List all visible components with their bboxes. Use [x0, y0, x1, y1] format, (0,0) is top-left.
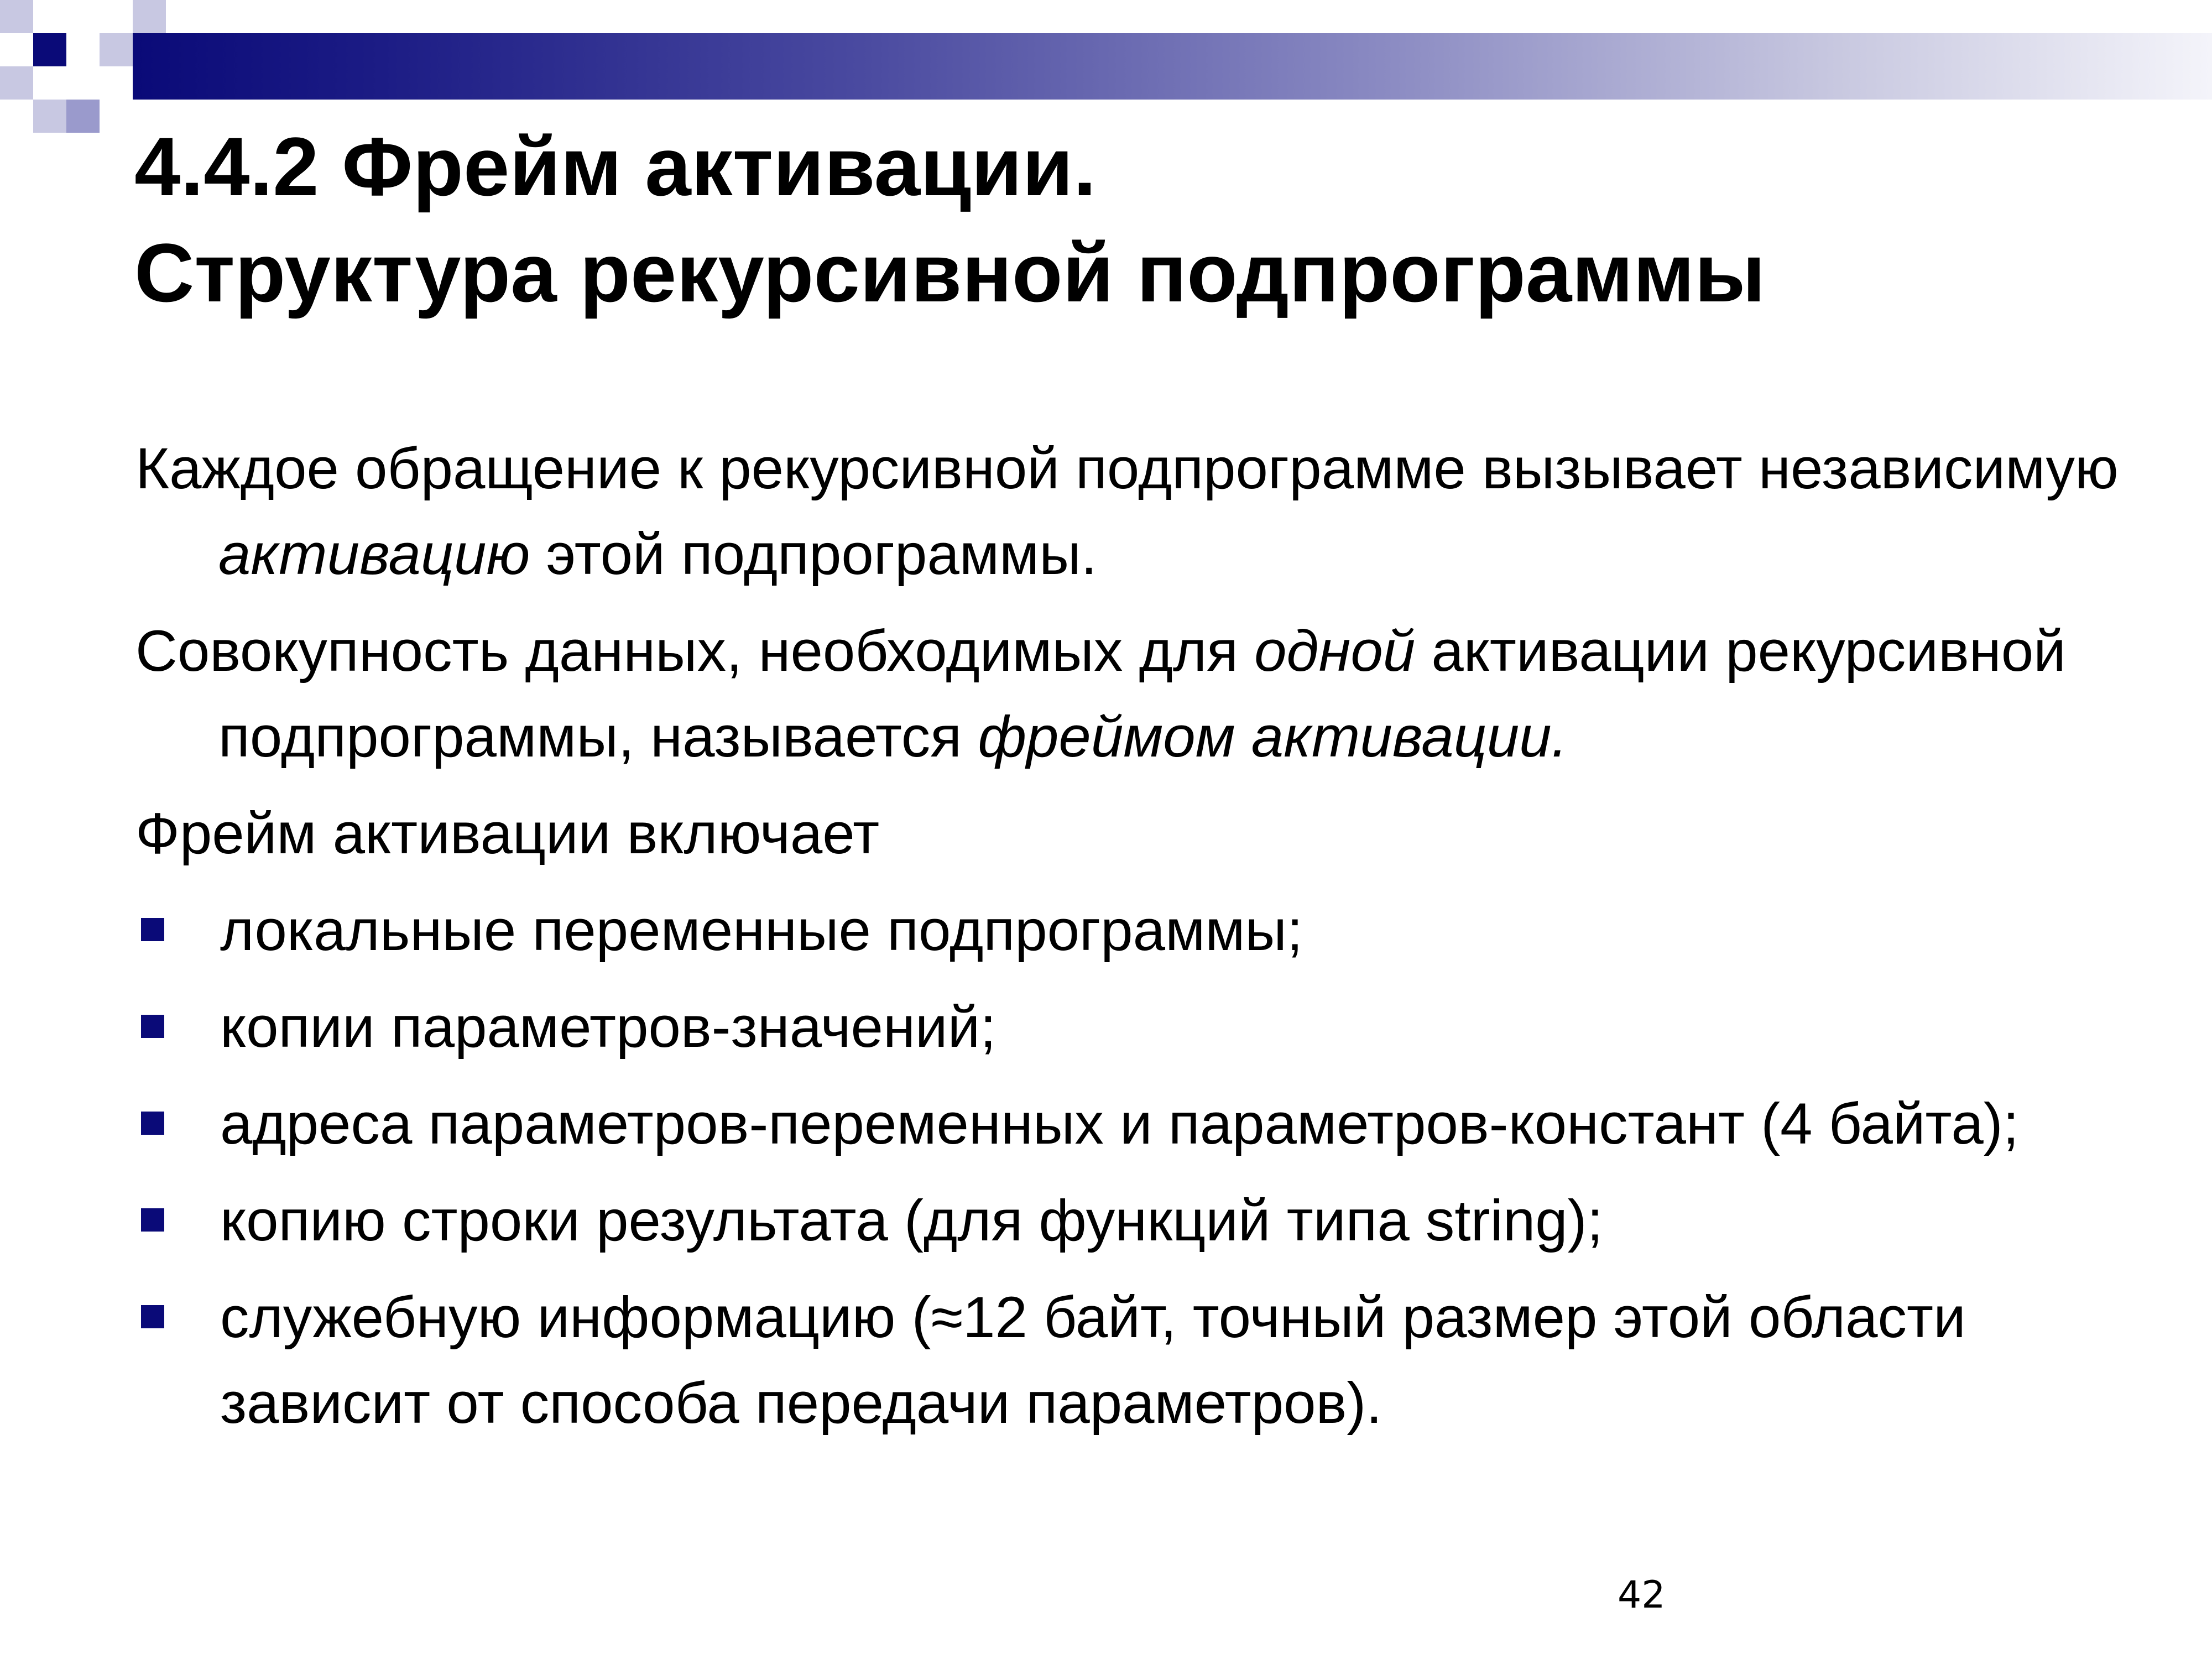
paragraph-emphasis: одной [1254, 619, 1416, 684]
slide-title-line2: Структура рекурсивной подпрограммы [134, 226, 1766, 319]
header-gradient-band [133, 33, 2212, 100]
slide-title [134, 113, 1765, 326]
paragraph-text: Совокупность данных, необходимых для [135, 619, 1255, 684]
list-item-text: копию строки результата (для функций типа string); [220, 1188, 1603, 1253]
paragraph-text: активации рекурсивной подпрограммы, называется [218, 619, 2066, 769]
list-item-text: адреса параметров-переменных и параметров-констант (4 байта); [220, 1092, 2019, 1156]
decor-square [0, 66, 33, 100]
decor-square [0, 0, 33, 33]
list-item-text: служебную информацию (≈12 байт, точный размер этой области зависит от способа передачи параметров). [220, 1285, 1966, 1436]
page-number: 42 [1618, 1573, 1666, 1617]
decor-square [100, 33, 133, 66]
list-item-text: копии параметров-значений; [220, 995, 997, 1060]
paragraph-frame-definition [135, 608, 2182, 780]
paragraph-text: Каждое обращение к рекурсивной подпрограмме вызывает независимую [135, 436, 2119, 501]
list-item [135, 1178, 2182, 1264]
list-item [135, 1275, 2182, 1446]
paragraph-frame-includes: Фрейм активации включает [135, 801, 880, 866]
list-item [135, 984, 2182, 1070]
square-bullet-icon [141, 1015, 164, 1038]
square-bullet-icon [141, 1208, 164, 1232]
list-item [135, 888, 2182, 973]
decor-square [66, 100, 100, 133]
list-item [135, 1081, 2182, 1167]
slide-title-line1: 4.4.2 Фрейм активации. [134, 120, 1097, 213]
paragraph-emphasis: активацию [218, 522, 530, 587]
decor-square [133, 0, 166, 33]
decor-square [33, 33, 66, 66]
paragraph-activation [135, 426, 2182, 597]
decor-square [33, 100, 66, 133]
square-bullet-icon [141, 1305, 164, 1328]
list-item-text: локальные переменные подпрограммы; [220, 898, 1303, 963]
paragraph-text: этой подпрограммы. [530, 522, 1097, 587]
square-bullet-icon [141, 1112, 164, 1135]
paragraph-emphasis: фреймом активации. [978, 705, 1568, 769]
slide-body [135, 426, 2182, 1457]
frame-contents-list [135, 888, 2182, 1446]
square-bullet-icon [141, 918, 164, 941]
